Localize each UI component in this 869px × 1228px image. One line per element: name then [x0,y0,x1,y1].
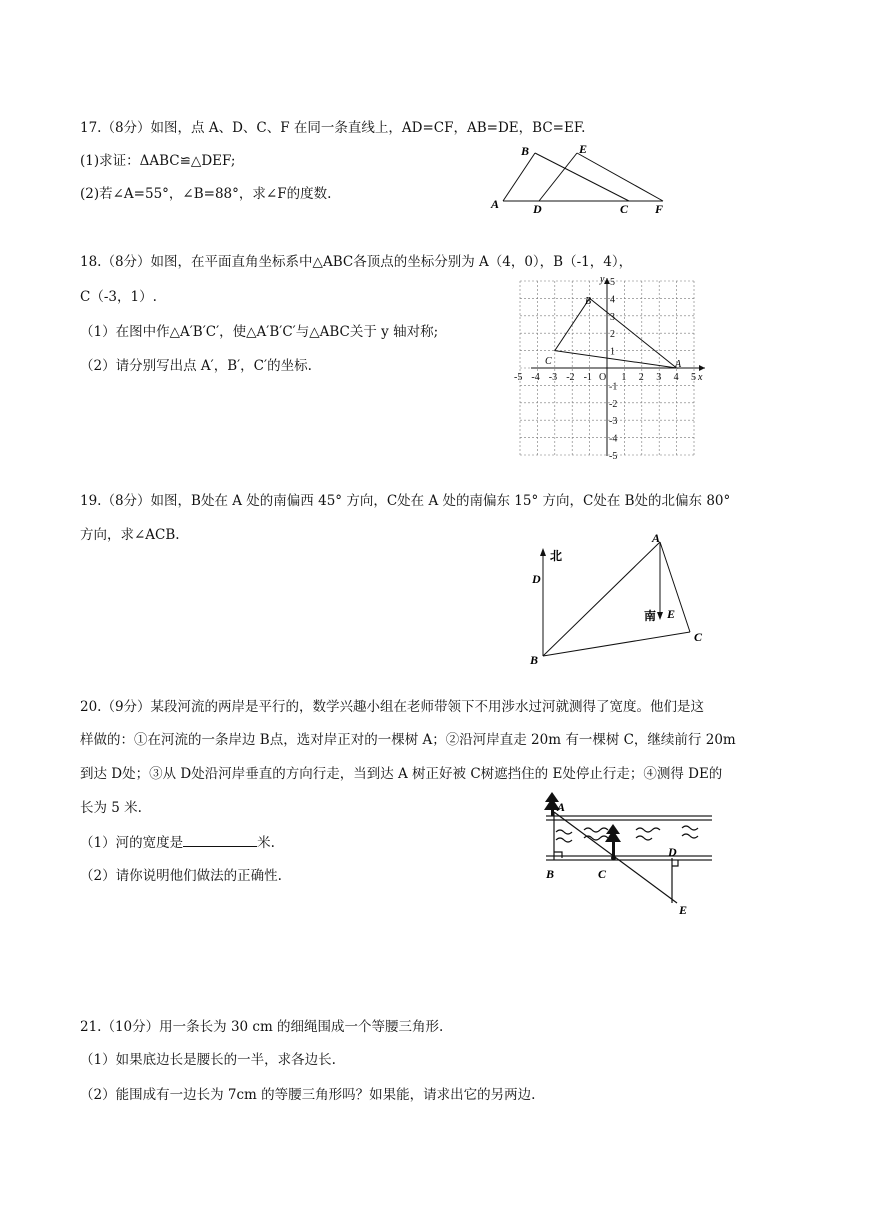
q18-label-b: B [585,296,592,307]
q17-figure [485,138,675,218]
q20-label-d: D [668,845,677,859]
q19-stem-cont: 方向，求∠ACB. [80,527,180,543]
q17-part2: (2)若∠A=55°，∠B=88°，求∠F的度数. [80,186,332,202]
q18-x-tick: O [599,372,607,383]
q18-y-label: y [600,274,605,285]
q19-north-arrow [540,548,546,556]
q19-label-d: D [532,572,541,586]
q18-y-tick: 3 [610,311,615,323]
q20-part1-prefix: （1）河的宽度是 [80,835,184,851]
q18-x-tick: -2 [566,372,575,383]
q18-y-tick: -4 [609,433,618,445]
q17-label-f: F [655,202,664,216]
q20-answer-blank[interactable] [183,834,257,847]
q19-stem: 19.（8分）如图，B处在 A 处的南偏西 45° 方向，C处在 A 处的南偏东 15° 方向，C处在 B处的北偏东 80° [80,493,731,509]
q19-label-south: 南 [644,609,657,623]
q19-figure [520,528,720,673]
q21-part2: （2）能围成有一边长为 7cm 的等腰三角形吗？如果能，请求出它的另两边. [80,1087,536,1103]
q18-part1: （1）在图中作△A′B′C′，使△A′B′C′与△ABC关于 y 轴对称; [80,324,439,340]
q18-part2: （2）请分别写出点 A′，B′，C′的坐标. [80,358,312,374]
q18-y-tick: -1 [609,381,618,393]
q18-x-tick: -1 [583,372,592,383]
q20-part1-suffix: 米. [257,835,275,851]
q20-river-figure [532,778,717,923]
q19-label-e: E [667,607,676,621]
q17-label-a: A [491,197,500,211]
q17-label-c: C [620,202,629,216]
q20-stem-3: 到达 D处；③从 D处沿河岸垂直的方向行走，当到达 A 树正好被 C树遮挡住的 E处停止行走；④测得 DE的 [80,766,723,782]
q20-label-c: C [598,867,607,881]
q18-label-c: C [545,356,552,367]
q20-stem-2: 样做的：①在河流的一条岸边 B点，选对岸正对的一棵树 A；②沿河岸直走 20m 有一棵树 C，继续前行 20m [80,732,736,748]
q20-stem-4: 长为 5 米. [80,800,142,816]
q18-y-tick: -5 [609,451,618,462]
q19-label-c: C [694,630,703,644]
q18-stem-cont: C（-3，1）. [80,289,157,305]
q18-y-tick: 1 [610,346,615,358]
q17-label-e: E [579,142,588,156]
q17-label-d: D [533,202,542,216]
q18-x-tick: -4 [531,372,540,383]
q20-part1 [80,831,275,851]
q18-x-tick: 5 [691,372,696,383]
q18-x-label: x [698,372,703,383]
q18-stem: 18.（8分）如图，在平面直角坐标系中△ABC各顶点的坐标分别为 A（4，0），B（-1，4）， [80,254,633,270]
q20-label-b: B [546,867,555,881]
q20-label-e: E [679,903,688,917]
q18-y-tick: -3 [609,416,618,428]
q19-south-arrow [657,612,663,620]
q20-part2: （2）请你说明他们做法的正确性. [80,868,282,884]
q21-part1: （1）如果底边长是腰长的一半，求各边长. [80,1052,336,1068]
q17-part1: (1)求证：ΔABC≌△DEF; [80,153,236,169]
q18-x-tick: 4 [673,372,679,383]
q18-coordinate-grid [514,272,710,462]
q18-x-tick: 1 [621,372,627,383]
q18-y-tick: 2 [610,329,615,341]
q18-x-tick: 2 [638,372,644,383]
q17-stem: 17.（8分）如图，点 A、D、C、F 在同一条直线上，AD=CF，AB=DE，BC=EF. [80,120,586,136]
q17-label-b: B [521,144,530,158]
q18-y-tick: 5 [610,277,615,288]
q18-x-tick: -5 [514,372,523,383]
q20-water-waves [556,826,698,842]
q19-label-north: 北 [550,549,563,563]
q18-y-tick: 4 [610,294,615,306]
q18-x-arrow [699,365,705,371]
q18-x-tick: 3 [656,372,662,383]
q21-stem: 21.（10分）用一条长为 30 cm 的细绳围成一个等腰三角形. [80,1019,444,1035]
q20-stem-1: 20.（9分）某段河流的两岸是平行的，数学兴趣小组在老师带领下不用涉水过河就测得了宽度。他们是这 [80,699,705,715]
q19-label-b: B [530,653,539,667]
q18-label-a: A [675,359,682,370]
q18-x-tick: -3 [548,372,558,383]
q18-y-tick: -2 [609,398,618,410]
q19-label-a: A [652,531,661,545]
q20-label-a: A [557,800,566,814]
